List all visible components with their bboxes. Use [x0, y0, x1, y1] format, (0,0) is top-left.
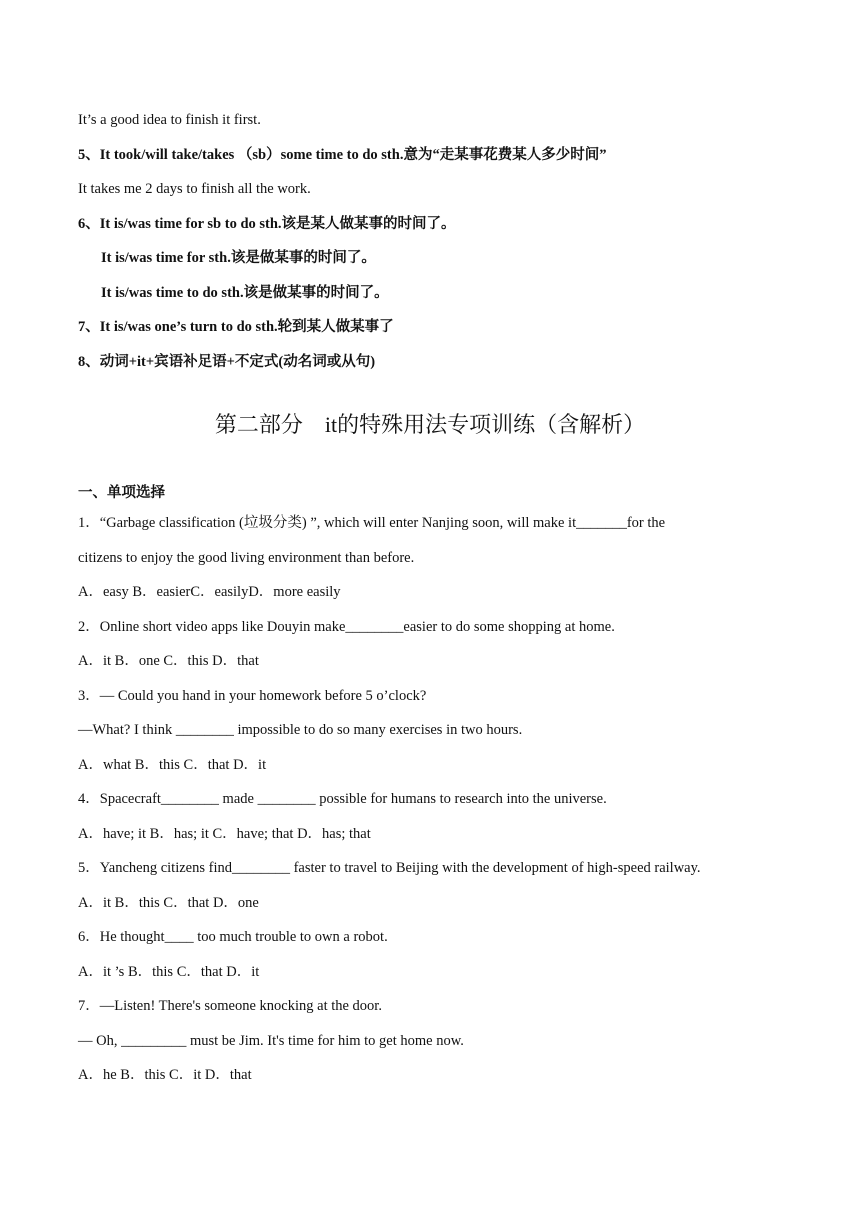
- question-1-continued: citizens to enjoy the good living environment than before.: [78, 550, 415, 566]
- question-1: 1．“Garbage classification (垃圾分类) ”, which will enter Nanjing soon, will make it_______for the: [78, 515, 666, 531]
- question-2-options: A．it B．one C．this D．that: [78, 653, 259, 669]
- question-7-options: A．he B．this C．it D．that: [78, 1067, 252, 1083]
- part-title: 第二部分 it的特殊用法专项训练（含解析）: [214, 412, 646, 437]
- question-3: 3．— Could you hand in your homework before 5 o’clock?: [78, 688, 427, 704]
- question-7-continued: — Oh, _________ must be Jim. It's time for him to get home now.: [78, 1033, 464, 1049]
- question-3-options: A．what B．this C．that D．it: [78, 757, 267, 773]
- question-6-options: A．it ’s B．this C．that D．it: [78, 964, 260, 980]
- section-heading: 一、单项选择: [78, 485, 165, 501]
- rule-7: 7、It is/was one’s turn to do sth.轮到某人做某事了: [78, 319, 394, 335]
- question-5-options: A．it B．this C．that D．one: [78, 895, 259, 911]
- rule-6: 6、It is/was time for sb to do sth.该是某人做某事的时间了。: [78, 216, 456, 232]
- text-line: It’s a good idea to finish it first.: [78, 112, 261, 128]
- text-line: It takes me 2 days to finish all the work.: [78, 181, 311, 197]
- question-3-continued: —What? I think ________ impossible to do so many exercises in two hours.: [78, 722, 523, 738]
- rule-5: 5、It took/will take/takes （sb）some time to do sth.意为“走某事花费某人多少时间”: [78, 147, 607, 163]
- question-1-options: A．easy B．easierC．easilyD．more easily: [78, 584, 341, 600]
- question-5: 5．Yancheng citizens find________ faster to travel to Beijing with the development of high-speed railway.: [78, 860, 701, 876]
- question-7: 7．—Listen! There's someone knocking at the door.: [78, 998, 382, 1014]
- question-4: 4．Spacecraft________ made ________ possible for humans to research into the universe.: [78, 791, 607, 807]
- rule-6-variant: It is/was time to do sth.该是做某事的时间了。: [101, 285, 389, 301]
- rule-6-variant: It is/was time for sth.该是做某事的时间了。: [101, 250, 376, 266]
- question-2: 2．Online short video apps like Douyin make________easier to do some shopping at home.: [78, 619, 615, 635]
- question-4-options: A．have; it B．has; it C．have; that D．has; that: [78, 826, 371, 842]
- question-6: 6．He thought____ too much trouble to own a robot.: [78, 929, 388, 945]
- rule-8: 8、动词+it+宾语补足语+不定式(动名词或从句): [78, 354, 376, 370]
